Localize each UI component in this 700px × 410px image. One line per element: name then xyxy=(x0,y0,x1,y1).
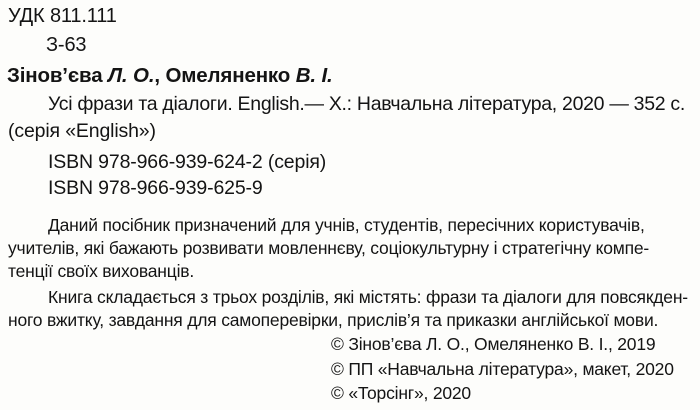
isbn-book: ISBN 978-966-939-625-9 xyxy=(48,177,263,199)
authors-separator: , xyxy=(154,64,166,87)
copyright-authors: © Зінов’єва Л. О., Омеляненко В. І., 2019 xyxy=(331,334,656,354)
bibliographic-title-line-2: (серія «English») xyxy=(8,120,156,142)
author-1-initials: Л. О. xyxy=(102,64,155,87)
description-line-5: ного вжитку, завдання для самоперевірки, прислів’я та приказки англійської мови. xyxy=(8,310,659,330)
author-2-surname: Омеляненко xyxy=(165,64,291,87)
author-1-surname: Зінов’єва xyxy=(7,64,103,87)
authors-line xyxy=(7,64,333,88)
description-line-1: Даний посібник призначений для учнів, студентів, пересічних користувачів, xyxy=(48,215,645,235)
bibliographic-title-line-1: Усі фрази та діалоги. English.— Х.: Навчальна література, 2020 — 352 с. xyxy=(48,93,685,115)
isbn-series: ISBN 978-966-939-624-2 (серія) xyxy=(48,151,327,173)
author-sign-code: З-63 xyxy=(46,34,87,56)
description-line-3: тенції своїх вихованців. xyxy=(8,261,195,281)
description-line-2: учителів, які бажають розвивати мовленнєву, соціокультурну і стратегічну компе- xyxy=(8,238,650,258)
copyright-publisher: © ПП «Навчальна література», макет, 2020 xyxy=(331,359,674,379)
author-2-initials: В. І. xyxy=(290,64,333,87)
description-line-4: Книга складається з трьох розділів, які містять: фрази та діалоги для повсякден- xyxy=(48,287,688,307)
udk-classification: УДК 811.111 xyxy=(8,5,117,27)
copyright-torsing: © «Торсінг», 2020 xyxy=(331,383,471,403)
